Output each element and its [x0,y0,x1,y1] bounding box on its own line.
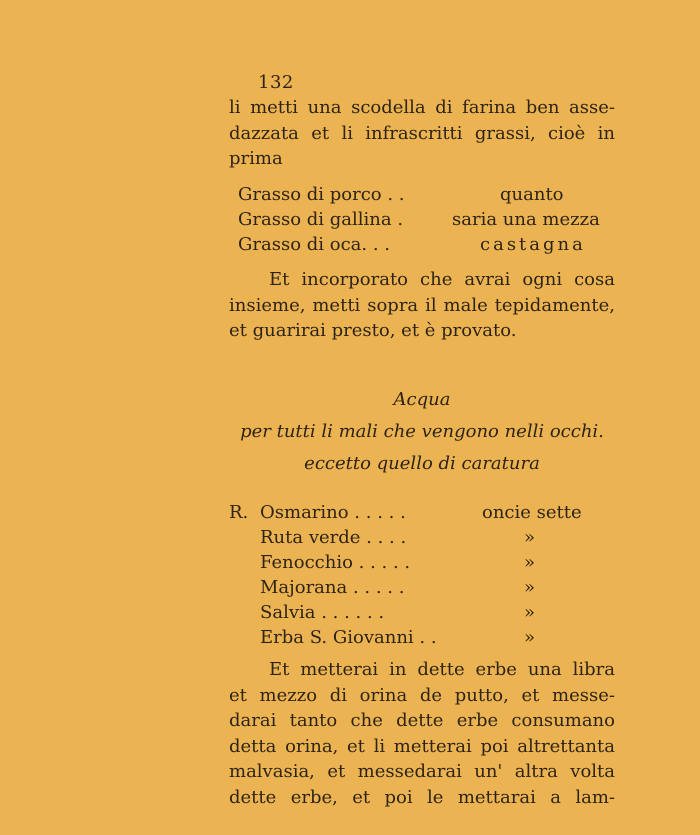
ingredient-name: Majorana . . . . . [260,577,405,598]
text-line: dette erbe, et poi le mettarai a lam- [229,786,615,808]
section-subtitle: eccetto quello di caratura [304,453,540,474]
text-line: detta orina, et li metterai poi altrettanta [229,735,615,757]
page-number: 132 [258,72,294,93]
ingredient-name: Erba S. Giovanni . . [260,627,437,648]
fat-item-qty: quanto [500,184,564,205]
text-line: et guarirai presto, et è provato. [229,320,517,341]
fat-item-qty: saria una mezza [452,209,600,230]
ingredient-qty: » [524,552,536,573]
text-line: et mezzo di orina de putto, et messe- [229,684,615,706]
text-line: Et metterai in dette erbe una libra [269,659,615,680]
ingredient-name: Ruta verde . . . . [260,527,407,548]
ingredient-qty: » [524,577,536,598]
paragraph-3 [229,657,615,810]
section-subtitle: per tutti li mali che vengono nelli occhi. [240,421,604,442]
ingredient-qty: » [524,527,536,548]
ingredient-qty: » [524,602,536,623]
text-line: Et incorporato che avrai ogni cosa [269,269,615,290]
ingredient-qty: » [524,627,536,648]
text-line: dazzata et li infrascritti grassi, cioè in [229,122,615,144]
text-line: prima [229,148,283,169]
ingredient-qty: oncie sette [482,502,582,523]
intro-paragraph [229,95,615,172]
text-line: malvasia, et messedarai un' altra volta [229,761,615,782]
ingredient-name: Fenocchio . . . . . [260,552,411,573]
paragraph-2 [229,267,615,344]
fat-item-qty: castagna [480,234,586,255]
recipe-prefix: R. [229,502,249,523]
ingredient-name: Osmarino . . . . . [260,502,406,523]
ingredient-name: Salvia . . . . . . [260,602,385,623]
text-line: darai tanto che dette erbe consumano [229,710,615,731]
fat-item-name: Grasso di porco . . [238,184,405,205]
fat-item-name: Grasso di gallina . [238,209,404,230]
fat-item-name: Grasso di oca. . . [238,234,391,255]
text-line: insieme, metti sopra il male tepidamente, [229,294,615,316]
section-title: Acqua [393,389,451,410]
text-line: li metti una scodella di farina ben asse- [229,97,615,118]
